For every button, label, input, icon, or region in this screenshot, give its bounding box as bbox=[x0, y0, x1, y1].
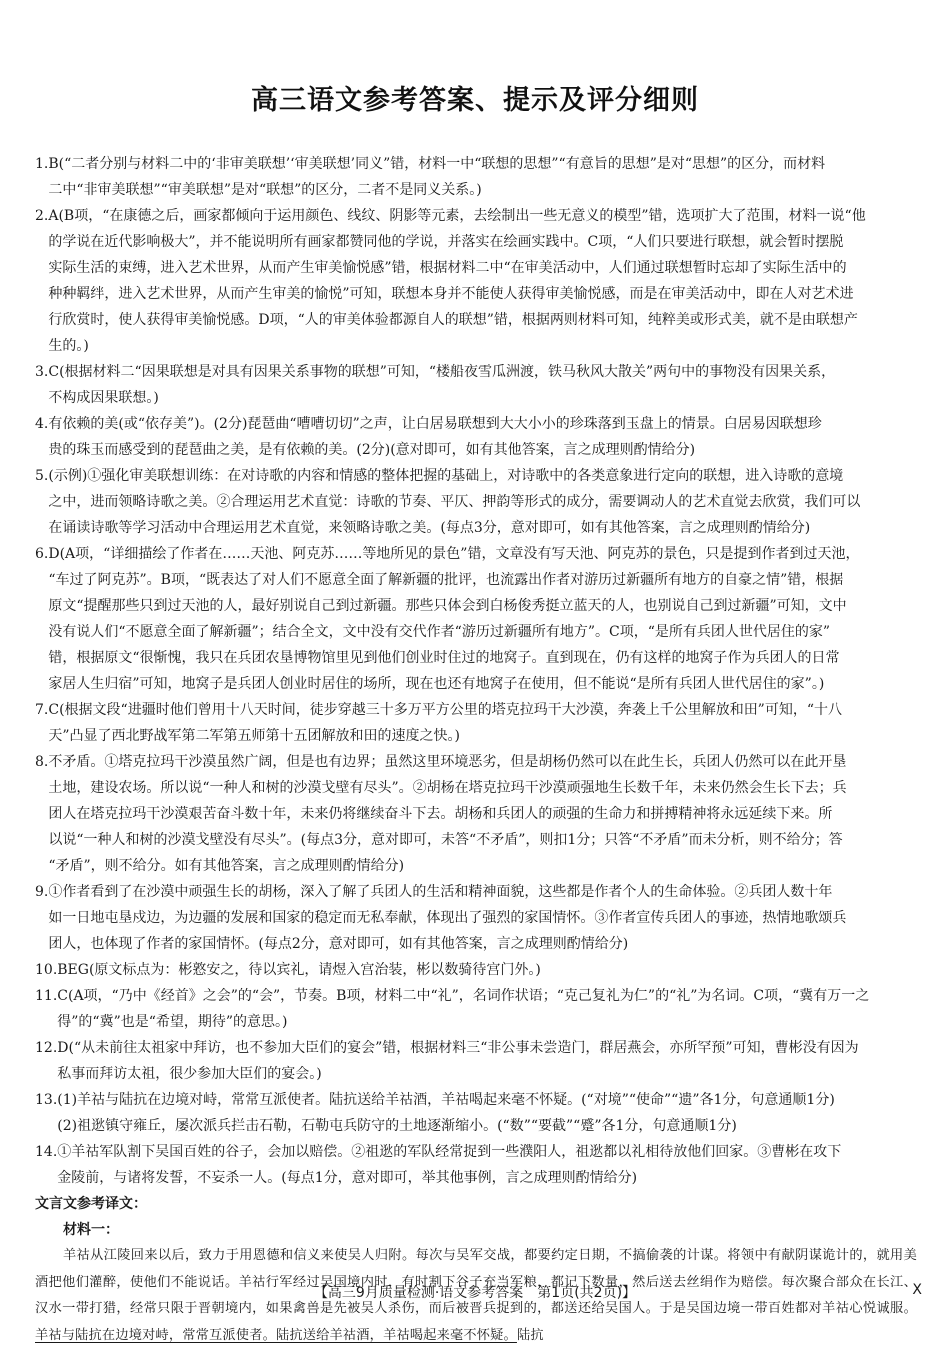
answer-items bbox=[35, 151, 917, 1191]
answer-line: 不矛盾。①塔克拉玛干沙漠虽然广阔，但是也有边界；虽然这里环境恶劣，但是胡杨仍然可以在此生长，兵团人仍然可以在此开垦 bbox=[48, 754, 847, 770]
footer-mark: X bbox=[912, 1282, 922, 1298]
answer-text bbox=[48, 359, 917, 411]
answer-item bbox=[35, 957, 917, 983]
answer-number: 7. bbox=[35, 702, 49, 718]
answer-line: 金陵前，与诸将发誓，不妄杀一人。(每点1分，意对即可，举其他事例，言之成理则酌情给分) bbox=[57, 1170, 638, 1186]
answer-number: 10. bbox=[35, 962, 58, 978]
answer-line: 的学说在近代影响极大”，并不能说明所有画家都赞同他的学说，并落实在绘画实践中。C项，“人们只要进行联想，就会暂时摆脱 bbox=[48, 234, 844, 250]
answer-line: 实际生活的束缚，进入艺术世界，从而产生审美愉悦感”错，根据材料二中“在审美活动中，人们通过联想暂时忘却了实际生活中的 bbox=[48, 260, 847, 276]
answer-line: 天”凸显了西北野战军第二军第五师第十五团解放和田的速度之快。) bbox=[48, 728, 460, 744]
answer-line: 之中，进而领略诗歌之美。②合理运用艺术直觉：诗歌的节奏、平仄、押韵等形式的成分，需要调动人的艺术直觉去欣赏，我们可以 bbox=[48, 494, 861, 510]
answer-item bbox=[35, 749, 917, 879]
answer-line: 没有说人们“不愿意全面了解新疆”；结合全文，文中没有交代作者“游历过新疆所有地方”。C项，“是所有兵团人世代居住的家” bbox=[48, 624, 831, 640]
answer-number: 3. bbox=[35, 364, 49, 380]
answer-line: C(A项，“乃中《经首》之会”的“会”，节奏。B项，材料二中“礼”，名词作状语；“克己复礼为仁”的“礼”为名词。C项，“冀有万一之 bbox=[57, 988, 870, 1004]
answer-list bbox=[35, 151, 917, 1349]
answer-number: 6. bbox=[35, 546, 49, 562]
answer-text bbox=[48, 879, 917, 957]
answer-line: 行欣赏时，使人获得审美愉悦感。D项，“人的审美体验都源自人的联想”错，根据两则材料可知，纯粹美或形式美，就不是由联想产 bbox=[48, 312, 858, 328]
answer-line: ①羊祜军队割下吴国百姓的谷子，会加以赔偿。②祖逖的军队经常捉到一些濮阳人，祖逖都以礼相待放他们回家。③曹彬在攻下 bbox=[57, 1144, 842, 1160]
answer-text bbox=[48, 541, 917, 697]
answer-text bbox=[57, 1087, 917, 1139]
answer-line: “矛盾”，则不给分。如有其他答案，言之成理则酌情给分) bbox=[48, 858, 405, 874]
answer-line: A(B项，“在康德之后，画家都倾向于运用颜色、线纹、阴影等元素，去绘制出一些无意义的模型”错，选项扩大了范围，材料一说“他 bbox=[48, 208, 866, 224]
answer-number: 1. bbox=[35, 156, 49, 172]
answer-line: 团人在塔克拉玛干沙漠艰苦奋斗数十年，未来仍将继续奋斗下去。胡杨和兵团人的顽强的生命力和拼搏精神将永远延续下来。所 bbox=[48, 806, 833, 822]
answer-number: 2. bbox=[35, 208, 49, 224]
answer-item bbox=[35, 411, 917, 463]
answer-line: BEG(原文标点为：彬憝安之，待以宾礼，请煜入宫治装，彬以数骑待宫门外。) bbox=[57, 962, 541, 978]
answer-line: 土地，建设农场。所以说“一种人和树的沙漠戈壁有尽头”。②胡杨在塔克拉玛干沙漠顽强地生长数千年，未来仍然会生长下去；兵 bbox=[48, 780, 847, 796]
answer-text bbox=[48, 151, 917, 203]
answer-number: 11. bbox=[35, 988, 58, 1004]
answer-text bbox=[48, 203, 917, 359]
answer-item bbox=[35, 1035, 917, 1087]
answer-number: 12. bbox=[35, 1040, 58, 1056]
answer-line: 生的。) bbox=[48, 338, 89, 354]
answer-line: 不构成因果联想。) bbox=[48, 390, 159, 406]
answer-item bbox=[35, 983, 917, 1035]
answer-line: 家居人生归宿”可知，地窝子是兵团人创业时居住的场所，现在也还有地窝子在使用，但不能说“是所有兵团人世代居住的家”。) bbox=[48, 676, 825, 692]
answer-line: 私事而拜访太祖，很少参加大臣们的宴会。) bbox=[57, 1066, 322, 1082]
answer-number: 13. bbox=[35, 1092, 58, 1108]
page-footer: 【高三9月质量检测·语文参考答案 第1页(共2页)】 bbox=[313, 1285, 637, 1301]
answer-line: (2)祖逖镇守雍丘，屡次派兵拦击石勒，石勒屯兵防守的土地逐渐缩小。(“数”“要截”“蹙”各1分，句意通顺1分) bbox=[57, 1118, 737, 1134]
answer-text bbox=[48, 697, 917, 749]
answer-line: “车过了阿克苏”。B项，“既表达了对人们不愿意全面了解新疆的批评，也流露出作者对游历过新疆所有地方的自豪之情”错，根据 bbox=[48, 572, 844, 588]
answer-line: 种种羁绊，进入艺术世界，从而产生审美的愉悦”可知，联想本身并不能使人获得审美愉悦感，而是在审美活动中，即在人对艺术进 bbox=[48, 286, 854, 302]
answer-line: 得”的“冀”也是“希望，期待”的意思。) bbox=[57, 1014, 288, 1030]
answer-number: 9. bbox=[35, 884, 49, 900]
translation-text-continued: 陆抗 bbox=[516, 1327, 544, 1343]
translation-underlined-text: 羊祜与陆抗在边境对峙，常常互派使者。陆抗送给羊祜酒，羊祜喝起来毫不怀疑。 bbox=[35, 1327, 517, 1343]
answer-number: 5. bbox=[35, 468, 49, 484]
answer-line: 团人，也体现了作者的家国情怀。(每点2分，意对即可，如有其他答案，言之成理则酌情给分) bbox=[48, 936, 629, 952]
answer-line: 原文“提醒那些只到过天池的人，最好别说自己到过新疆。那些只体会到白杨俊秀挺立蓝天的人，也别说自己到过新疆”可知，文中 bbox=[48, 598, 847, 614]
translation-heading: 文言文参考译文： bbox=[35, 1196, 147, 1212]
answer-text bbox=[57, 983, 917, 1035]
answer-text bbox=[48, 411, 917, 463]
answer-line: 如一日地屯垦戍边，为边疆的发展和国家的稳定而无私奉献，体现出了强烈的家国情怀。③作者宣传兵团人的事迹，热情地歌颂兵 bbox=[48, 910, 847, 926]
answer-text bbox=[57, 1139, 917, 1191]
answer-number: 14. bbox=[35, 1144, 58, 1160]
answer-line: 以说“一种人和树的沙漠戈壁没有尽头”。(每点3分，意对即可，未答“不矛盾”，则扣1分；只答“不矛盾”而未分析，则不给分；答 bbox=[48, 832, 843, 848]
answer-item bbox=[35, 463, 917, 541]
answer-text bbox=[57, 1035, 917, 1087]
answer-item bbox=[35, 879, 917, 957]
answer-item bbox=[35, 359, 917, 411]
answer-line: C(根据材料二“因果联想是对具有因果关系事物的联想”可知，“楼船夜雪瓜洲渡，铁马秋风大散关”两句中的事物没有因果关系， bbox=[48, 364, 836, 380]
answer-line: D(A项，“详细描绘了作者在……天池、阿克苏……等地所见的景色”错，文章没有写天池、阿克苏的景色，只是提到作者到过天池， bbox=[48, 546, 860, 562]
answer-line: 有依赖的美(或“依存美”)。(2分)琵琶曲“嘈嘈切切”之声，让白居易联想到大大小小的珍珠落到玉盘上的情景。白居易因联想珍 bbox=[48, 416, 822, 432]
answer-line: (示例)①强化审美联想训练：在对诗歌的内容和情感的整体把握的基础上，对诗歌中的各类意象进行定向的联想，进入诗歌的意境 bbox=[48, 468, 844, 484]
answer-line: D(“从未前往太祖家中拜访，也不参加大臣们的宴会”错，根据材料三“非公事未尝造门，群居燕会，亦所罕预”可知，曹彬没有因为 bbox=[57, 1040, 859, 1056]
answer-line: ①作者看到了在沙漠中顽强生长的胡杨，深入了解了兵团人的生活和精神面貌，这些都是作者个人的生命体验。②兵团人数十年 bbox=[48, 884, 833, 900]
answer-text bbox=[57, 957, 917, 983]
answer-line: B(“二者分别与材料二中的‘非审美联想’‘审美联想’同义”错，材料一中“联想的思想”“有意旨的思想”是对“思想”的区分，而材料 bbox=[48, 156, 826, 172]
answer-text bbox=[48, 463, 917, 541]
answer-item bbox=[35, 203, 917, 359]
answer-line: 错，根据原文“很惭愧，我只在兵团农垦博物馆里见到他们创业时住过的地窝子。直到现在，仍有这样的地窝子作为兵团人的日常 bbox=[48, 650, 840, 666]
answer-number: 8. bbox=[35, 754, 49, 770]
answer-line: 在诵读诗歌等学习活动中合理运用艺术直觉，来领略诗歌之美。(每点3分，意对即可，如有其他答案，言之成理则酌情给分) bbox=[48, 520, 811, 536]
answer-item bbox=[35, 1087, 917, 1139]
answer-item bbox=[35, 151, 917, 203]
answer-line: (1)羊祜与陆抗在边境对峙，常常互派使者。陆抗送给羊祜酒，羊祜喝起来毫不怀疑。(“对境”“使命”“遗”各1分，句意通顺1分) bbox=[57, 1092, 835, 1108]
answer-number: 4. bbox=[35, 416, 49, 432]
material-one-heading: 材料一： bbox=[63, 1222, 119, 1238]
answer-text bbox=[48, 749, 917, 879]
page-title: 高三语文参考答案、提示及评分细则 bbox=[251, 85, 699, 116]
answer-line: 二中“非审美联想”“审美联想”是对“联想”的区分，二者不是同义关系。) bbox=[48, 182, 482, 198]
answer-item bbox=[35, 541, 917, 697]
answer-line: C(根据文段“进疆时他们曾用十八天时间，徒步穿越三十多万平方公里的塔克拉玛干大沙漠，奔袭上千公里解放和田”可知，“十八 bbox=[48, 702, 843, 718]
answer-item bbox=[35, 697, 917, 749]
answer-line: 贵的珠玉而感受到的琵琶曲之美，是有依赖的美。(2分)(意对即可，如有其他答案，言之成理则酌情给分) bbox=[48, 442, 696, 458]
answer-item bbox=[35, 1139, 917, 1191]
translation-text: 羊祜从江陵回来以后，致力于用恩德和信义来使吴人归附。每次与吴军交战，都要约定日期，不搞偷袭的计谋。将领中有献阴谋诡计的，就用美酒把他们灌醉，使他们不能说话。羊祜行军经过吴国境内时，有时割下谷子充当军粮，都记下数量，然后送去丝绢作为赔偿。每次聚合部众在长江、汉水一带打猎，经常只限于晋朝境内，如果禽兽是先被吴人杀伤，而后被晋兵捉到的，都送还给吴国人。于是吴国边境一带百姓都对羊祜心悦诚服。 bbox=[35, 1248, 917, 1316]
